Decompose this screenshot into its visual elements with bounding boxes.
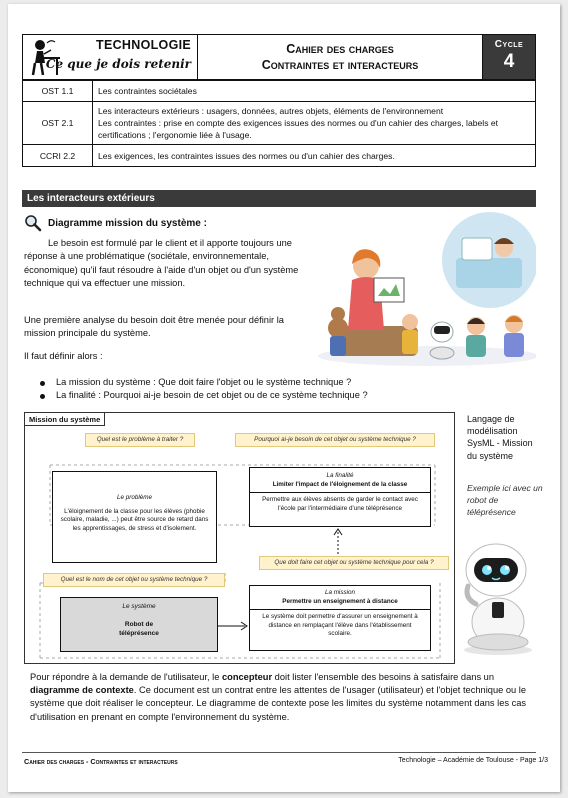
- header-title: [198, 35, 483, 79]
- conclusion-part2: doit lister l'ensemble des besoins à satisfaire dans un: [272, 672, 495, 682]
- header-subtitle: Ce que je dois retenir: [45, 57, 191, 71]
- probleme-text: L'éloignement de la classe pour les élèves (phobie scolaire, maladie, ...) peut être source de retard dans les apprentissages, de stress et d'isolement.: [60, 507, 209, 532]
- section-banner: Les interacteurs extérieurs: [22, 190, 536, 207]
- table-row: [23, 102, 536, 145]
- question-finalite: Pourquoi ai-je besoin de cet objet ou système technique ?: [235, 433, 435, 447]
- question-systeme: Quel est le nom de cet objet ou système technique ?: [43, 573, 225, 587]
- conclusion-diagramme: diagramme de contexte: [30, 685, 134, 696]
- footer-divider: [22, 752, 536, 753]
- probleme-box: [52, 471, 217, 563]
- paragraph-analyse: Une première analyse du besoin doit être menée pour définir la mission principale du système.: [24, 315, 284, 339]
- finalite-text: Permettre aux élèves absents de garder le contact avec l'école par l'intermédiaire d'une téléprésence: [262, 496, 418, 512]
- cycle-badge: [483, 35, 535, 79]
- systeme-title: Le système: [122, 603, 156, 610]
- objective-text: Les exigences, les contraintes issues des normes ou d'un cahier des charges.: [93, 145, 536, 167]
- header-technologie: TECHNOLOGIE: [96, 38, 191, 52]
- footer-right: Technologie – Académie de Toulouse - Page 1/3: [398, 757, 548, 764]
- objective-code: OST 1.1: [23, 81, 93, 102]
- table-row: [23, 81, 536, 102]
- objective-text-line: Les interacteurs extérieurs : usagers, données, autres objets, éléments de l'environnement: [98, 106, 444, 116]
- probleme-title: Le problème: [116, 494, 152, 501]
- footer-left: Cahier des charges - Contraintes et interacteurs: [24, 757, 178, 766]
- side-example: Exemple ici avec un robot de téléprésence: [467, 483, 543, 517]
- systeme-box: [60, 597, 218, 652]
- header: [22, 34, 536, 80]
- mission-name: Permettre un enseignement à distance: [282, 597, 398, 605]
- paragraph-definir: Il faut définir alors :: [24, 351, 103, 361]
- magnifier-icon: [24, 214, 42, 232]
- conclusion-part3: . Ce document est un contrat entre les attentes de l'usager (utilisateur) et l'objet technique ou le système que doit réaliser le concepteur. Le diagramme de contexte pose les limites du système notamment dans les cas d'utilisation en prenant en compte l'environnement du système.: [30, 685, 527, 722]
- question-mission: Que doit faire cet objet ou système technique pour cela ?: [259, 556, 449, 570]
- cycle-number: 4: [503, 51, 515, 72]
- mission-diagram-tab: Mission du système: [25, 413, 105, 426]
- side-note: Langage de modélisation SysML - Mission du système: [467, 414, 533, 461]
- objective-text-line: Les contraintes : prise en compte des exigences issues des normes ou d'un cahier des charges, labels et certifications ; l'ergonomie liée à l'usage.: [98, 118, 499, 140]
- table-row: [23, 145, 536, 167]
- objective-code: CCRI 2.2: [23, 145, 93, 167]
- objectives-table: [22, 80, 536, 167]
- question-probleme: Quel est le problème à traiter ?: [85, 433, 195, 447]
- list-item: La mission du système : Que doit faire l'objet ou le système technique ?: [40, 376, 510, 389]
- classroom-illustration: [318, 208, 536, 366]
- bullet-list: [40, 376, 510, 403]
- mission-diagram: [24, 412, 455, 664]
- finalite-box: [249, 467, 431, 527]
- paragraph-besoin: Le besoin est formulé par le client et il apporte toujours une réponse à une problématique (sociétale, environnementale, économique) qu'il faut résoudre à l'aide d'un objet ou d'un système technique qui va effectuer une mission.: [24, 238, 299, 288]
- header-title-line2: Contraintes et interacteurs: [261, 58, 419, 72]
- diagram-heading-text: Diagramme mission du système :: [48, 217, 207, 229]
- telepresence-robot-image: [456, 538, 540, 656]
- conclusion-concepteur: concepteur: [221, 672, 273, 682]
- objective-text: [93, 102, 536, 145]
- mission-box: [249, 585, 431, 651]
- list-item: La finalité : Pourquoi ai-je besoin de cet objet ou de ce système technique ?: [40, 389, 510, 402]
- conclusion-part1: Pour répondre à la demande de l'utilisateur, le: [30, 672, 222, 682]
- header-title-line1: Cahier des charges: [286, 42, 394, 56]
- systeme-name: Robot de téléprésence: [119, 621, 159, 637]
- finalite-title: La finalité: [326, 472, 354, 479]
- objective-text: Les contraintes sociétales: [93, 81, 536, 102]
- conclusion-paragraph: [30, 671, 540, 724]
- mission-title: La mission: [324, 589, 356, 596]
- cycle-label: Cycle: [494, 39, 524, 50]
- mission-text: Le système doit permettre d'assurer un enseignement à distance en remplaçant l'élève dans l'établissement scolaire.: [262, 613, 418, 637]
- header-logo-cell: [23, 35, 198, 79]
- diagram-heading: [24, 214, 207, 232]
- finalite-name: Limiter l'impact de l'éloignement de la classe: [272, 480, 408, 488]
- objective-code: OST 2.1: [23, 102, 93, 145]
